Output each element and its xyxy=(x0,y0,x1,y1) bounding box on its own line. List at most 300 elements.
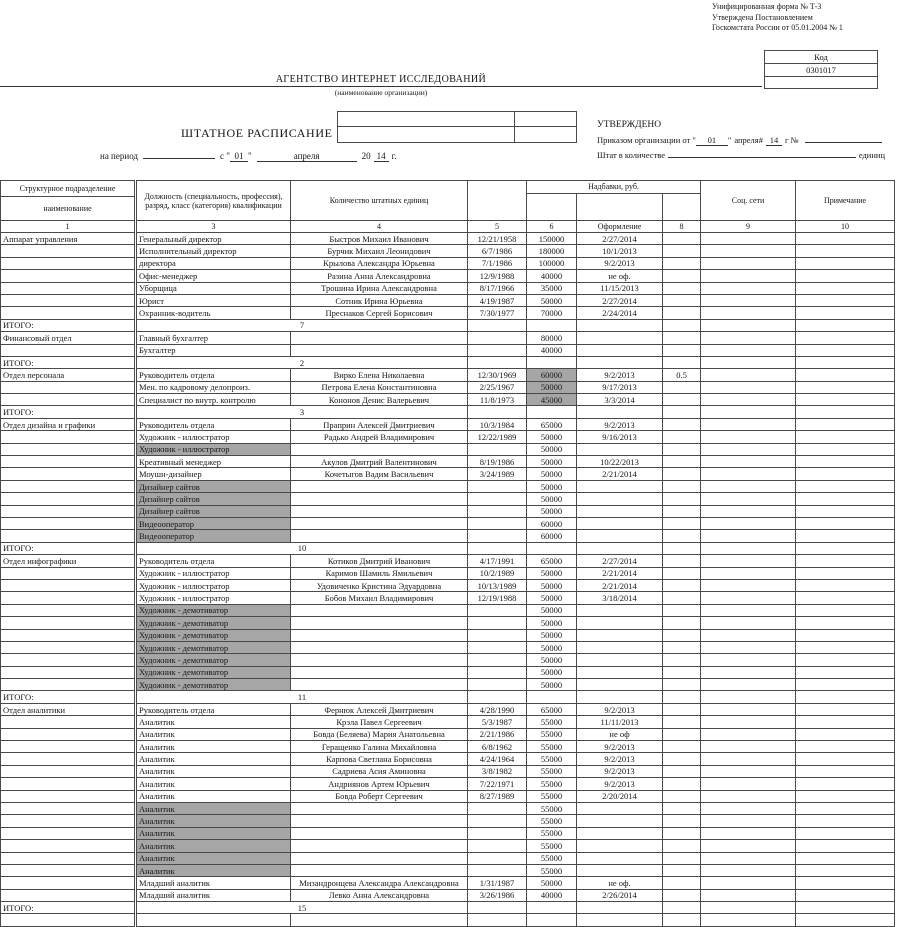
title-box xyxy=(337,111,577,143)
birthdate-cell: 2/25/1967 xyxy=(468,381,527,393)
birthdate-cell xyxy=(468,319,527,331)
birthdate-cell: 7/30/1977 xyxy=(468,307,527,319)
col-number-9: 9 xyxy=(701,221,796,233)
name-cell xyxy=(291,530,468,542)
birthdate-cell xyxy=(468,840,527,852)
note-cell xyxy=(796,394,895,406)
position-cell: Креативный менеджер xyxy=(136,456,291,468)
note-cell xyxy=(796,406,895,418)
dept-cell xyxy=(1,765,136,777)
birthdate-cell: 8/17/1966 xyxy=(468,282,527,294)
table-row xyxy=(1,369,895,381)
note-cell xyxy=(796,555,895,567)
note-cell xyxy=(796,691,895,703)
social-cell xyxy=(701,517,796,529)
rate-cell xyxy=(663,728,701,740)
birthdate-cell xyxy=(468,530,527,542)
table-row xyxy=(1,394,895,406)
form-line-2: Утверждена Постановлением xyxy=(712,12,813,22)
birthdate-cell xyxy=(468,542,527,554)
name-cell: Кононов Денис Валерьевич xyxy=(291,394,468,406)
salary-cell: 50000 xyxy=(527,604,577,616)
note-cell xyxy=(796,480,895,492)
name-cell xyxy=(291,505,468,517)
period-year: 14 xyxy=(374,151,389,162)
name-cell: Быстров Михаил Иванович xyxy=(291,233,468,245)
table-row xyxy=(1,493,895,505)
salary-cell: 60000 xyxy=(527,517,577,529)
social-cell xyxy=(701,864,796,876)
position-cell: Аналитик xyxy=(136,778,291,790)
position-cell: Аналитик xyxy=(136,728,291,740)
dept-cell xyxy=(1,567,136,579)
note-cell xyxy=(796,418,895,430)
name-cell: Андриянов Артем Юрьевич xyxy=(291,778,468,790)
birthdate-cell: 12/9/1988 xyxy=(468,270,527,282)
table-row xyxy=(1,443,895,455)
rate-cell xyxy=(663,257,701,269)
salary-cell: 65000 xyxy=(527,418,577,430)
salary-cell: 50000 xyxy=(527,456,577,468)
rate-cell xyxy=(663,245,701,257)
note-cell xyxy=(796,567,895,579)
position-cell: Бухгалтер xyxy=(136,344,291,356)
organization-name: АГЕНТСТВО ИНТЕРНЕТ ИССЛЕДОВАНИЙ xyxy=(0,74,762,87)
note-cell xyxy=(796,864,895,876)
social-cell xyxy=(701,542,796,554)
registration-cell: 2/27/2014 xyxy=(577,555,663,567)
registration-cell: 2/20/2014 xyxy=(577,790,663,802)
period-line xyxy=(100,151,397,162)
registration-cell xyxy=(577,815,663,827)
section-total-row xyxy=(1,406,895,418)
note-cell xyxy=(796,530,895,542)
social-cell xyxy=(701,344,796,356)
birthdate-cell: 4/28/1990 xyxy=(468,703,527,715)
birthdate-cell: 8/19/1986 xyxy=(468,456,527,468)
table-row xyxy=(1,517,895,529)
note-cell xyxy=(796,356,895,368)
salary-cell: 50000 xyxy=(527,493,577,505)
table-row xyxy=(1,530,895,542)
birthdate-cell xyxy=(468,344,527,356)
rate-cell xyxy=(663,679,701,691)
social-cell xyxy=(701,617,796,629)
registration-cell xyxy=(577,542,663,554)
salary-cell: 55000 xyxy=(527,802,577,814)
dept-cell xyxy=(1,654,136,666)
table-row xyxy=(1,815,895,827)
birthdate-cell: 8/27/1989 xyxy=(468,790,527,802)
position-cell: Аналитик xyxy=(136,790,291,802)
table-row xyxy=(1,679,895,691)
social-cell xyxy=(701,270,796,282)
salary-cell: 50000 xyxy=(527,294,577,306)
social-cell xyxy=(701,418,796,430)
rate-cell xyxy=(663,468,701,480)
registration-cell: 9/2/2013 xyxy=(577,257,663,269)
birthdate-cell: 3/8/1982 xyxy=(468,765,527,777)
registration-cell xyxy=(577,443,663,455)
note-cell xyxy=(796,282,895,294)
header-note: Примечание xyxy=(796,181,895,221)
birthdate-cell xyxy=(468,679,527,691)
code-box xyxy=(764,50,878,89)
dept-cell xyxy=(1,778,136,790)
name-cell xyxy=(291,604,468,616)
rate-cell xyxy=(663,456,701,468)
birthdate-cell: 10/2/1989 xyxy=(468,567,527,579)
birthdate-cell xyxy=(468,493,527,505)
birthdate-cell xyxy=(468,914,527,926)
social-cell xyxy=(701,394,796,406)
name-cell xyxy=(291,480,468,492)
registration-cell: не оф. xyxy=(577,877,663,889)
dept-cell xyxy=(1,456,136,468)
col-number-6: 6 xyxy=(527,221,577,233)
approved-label: УТВЕРЖДЕНО xyxy=(597,120,662,130)
dept-cell xyxy=(1,877,136,889)
dept-cell: Отдел инфографики xyxy=(1,555,136,567)
name-cell: Петрова Елена Константиновна xyxy=(291,381,468,393)
salary-cell xyxy=(527,356,577,368)
note-cell xyxy=(796,332,895,344)
note-cell xyxy=(796,654,895,666)
table-row xyxy=(1,604,895,616)
dept-cell xyxy=(1,468,136,480)
birthdate-cell: 12/21/1958 xyxy=(468,233,527,245)
salary-cell: 50000 xyxy=(527,579,577,591)
name-cell xyxy=(291,344,468,356)
rate-cell xyxy=(663,666,701,678)
staffing-table xyxy=(0,180,895,927)
registration-cell xyxy=(577,356,663,368)
social-cell xyxy=(701,728,796,740)
col-number-10: 10 xyxy=(796,221,895,233)
registration-cell xyxy=(577,654,663,666)
salary-cell: 40000 xyxy=(527,270,577,282)
total-count-cell: 7 xyxy=(136,319,468,331)
dept-cell xyxy=(1,282,136,294)
birthdate-cell xyxy=(468,666,527,678)
birthdate-cell xyxy=(468,629,527,641)
social-cell xyxy=(701,592,796,604)
registration-cell: 3/18/2014 xyxy=(577,592,663,604)
position-cell: Аналитик xyxy=(136,827,291,839)
position-cell: Моушн-дизайнер xyxy=(136,468,291,480)
salary-cell: 50000 xyxy=(527,641,577,653)
dept-cell: Отдел персонала xyxy=(1,369,136,381)
rate-cell xyxy=(663,344,701,356)
form-legal-block xyxy=(712,2,843,34)
table-row xyxy=(1,728,895,740)
table-row xyxy=(1,307,895,319)
col-number-1: 1 xyxy=(1,221,136,233)
total-label-cell: ИТОГО: xyxy=(1,542,136,554)
name-cell xyxy=(291,827,468,839)
period-day: 01 xyxy=(230,151,248,162)
registration-cell: 9/2/2013 xyxy=(577,741,663,753)
dept-cell xyxy=(1,728,136,740)
table-row xyxy=(1,233,895,245)
rate-cell xyxy=(663,319,701,331)
note-cell xyxy=(796,579,895,591)
total-label-cell: ИТОГО: xyxy=(1,902,136,914)
table-row xyxy=(1,456,895,468)
rate-cell xyxy=(663,864,701,876)
name-cell: Карпова Светлана Борисовна xyxy=(291,753,468,765)
name-cell: Бовда (Беляева) Мария Анатольевна xyxy=(291,728,468,740)
social-cell xyxy=(701,765,796,777)
note-cell xyxy=(796,431,895,443)
salary-cell: 50000 xyxy=(527,480,577,492)
position-cell: Художник - иллюстратор xyxy=(136,443,291,455)
table-row xyxy=(1,282,895,294)
birthdate-cell: 12/19/1988 xyxy=(468,592,527,604)
salary-cell: 45000 xyxy=(527,394,577,406)
name-cell: Садриева Асия Аминовна xyxy=(291,765,468,777)
period-from: с " xyxy=(220,151,230,161)
salary-cell: 50000 xyxy=(527,877,577,889)
note-cell xyxy=(796,827,895,839)
dept-cell xyxy=(1,827,136,839)
note-cell xyxy=(796,294,895,306)
note-cell xyxy=(796,542,895,554)
registration-cell: 9/2/2013 xyxy=(577,369,663,381)
salary-cell: 50000 xyxy=(527,443,577,455)
registration-cell: не оф xyxy=(577,728,663,740)
table-row xyxy=(1,654,895,666)
col-number-8: 8 xyxy=(663,221,701,233)
birthdate-cell: 3/26/1986 xyxy=(468,889,527,901)
registration-cell xyxy=(577,802,663,814)
table-row xyxy=(1,592,895,604)
registration-cell: 9/17/2013 xyxy=(577,381,663,393)
code-empty-cell xyxy=(765,77,877,88)
social-cell xyxy=(701,666,796,678)
registration-cell: 3/3/2014 xyxy=(577,394,663,406)
position-cell: Аналитик xyxy=(136,802,291,814)
header-bonus-subcells xyxy=(527,194,700,220)
note-cell xyxy=(796,344,895,356)
position-cell: Художник - иллюстратор xyxy=(136,579,291,591)
salary-cell: 55000 xyxy=(527,790,577,802)
total-label-cell: ИТОГО: xyxy=(1,406,136,418)
header-bonus-sub-3 xyxy=(663,194,700,220)
note-cell xyxy=(796,703,895,715)
name-cell: Левко Анна Александровна xyxy=(291,889,468,901)
birthdate-cell xyxy=(468,827,527,839)
rate-cell xyxy=(663,530,701,542)
position-cell: Художник - демотиватор xyxy=(136,617,291,629)
rate-cell xyxy=(663,505,701,517)
dept-cell xyxy=(1,641,136,653)
dept-cell xyxy=(1,666,136,678)
registration-cell xyxy=(577,319,663,331)
code-label: Код xyxy=(765,51,877,64)
note-cell xyxy=(796,233,895,245)
social-cell xyxy=(701,889,796,901)
name-cell xyxy=(291,914,468,926)
name-cell xyxy=(291,654,468,666)
name-cell: Преснаков Сергей Борисович xyxy=(291,307,468,319)
name-cell: Удовиченко Кристина Эдуардовна xyxy=(291,579,468,591)
table-header-row xyxy=(1,181,895,221)
birthdate-cell xyxy=(468,691,527,703)
rate-cell xyxy=(663,902,701,914)
registration-cell: 10/1/2013 xyxy=(577,245,663,257)
position-cell: Руководитель отдела xyxy=(136,555,291,567)
salary-cell xyxy=(527,542,577,554)
table-row xyxy=(1,852,895,864)
staff-count-blank xyxy=(668,148,856,158)
dept-cell xyxy=(1,517,136,529)
position-cell: Дизайнер сайтов xyxy=(136,505,291,517)
table-row xyxy=(1,468,895,480)
table-row xyxy=(1,567,895,579)
table-row xyxy=(1,431,895,443)
birthdate-cell: 5/3/1987 xyxy=(468,716,527,728)
name-cell: Фернюк Алексей Дмитриевич xyxy=(291,703,468,715)
position-cell: Руководитель отдела xyxy=(136,369,291,381)
rate-cell xyxy=(663,852,701,864)
position-cell: Аналитик xyxy=(136,753,291,765)
table-row xyxy=(1,864,895,876)
social-cell xyxy=(701,480,796,492)
position-cell: директора xyxy=(136,257,291,269)
social-cell xyxy=(701,456,796,468)
birthdate-cell: 4/19/1987 xyxy=(468,294,527,306)
salary-cell: 40000 xyxy=(527,344,577,356)
name-cell: Кочетыгов Вадим Васильевич xyxy=(291,468,468,480)
page-title: ШТАТНОЕ РАСПИСАНИЕ xyxy=(181,126,333,140)
table-row xyxy=(1,716,895,728)
period-label: на период xyxy=(100,151,139,161)
rate-cell xyxy=(663,394,701,406)
position-cell: Аналитик xyxy=(136,716,291,728)
period-month: апреля xyxy=(257,151,357,162)
note-cell xyxy=(796,245,895,257)
salary-cell: 55000 xyxy=(527,741,577,753)
social-cell xyxy=(701,356,796,368)
registration-cell xyxy=(577,604,663,616)
note-cell xyxy=(796,517,895,529)
rate-cell xyxy=(663,406,701,418)
order-day: 01 xyxy=(696,135,728,146)
salary-cell: 80000 xyxy=(527,332,577,344)
rate-cell xyxy=(663,332,701,344)
birthdate-cell: 6/7/1986 xyxy=(468,245,527,257)
registration-cell: 11/11/2013 xyxy=(577,716,663,728)
dept-cell xyxy=(1,294,136,306)
rate-cell xyxy=(663,579,701,591)
registration-cell: 2/27/2014 xyxy=(577,233,663,245)
period-century: 20 xyxy=(361,151,371,161)
salary-cell: 70000 xyxy=(527,307,577,319)
social-cell xyxy=(701,641,796,653)
social-cell xyxy=(701,902,796,914)
birthdate-cell: 7/1/1986 xyxy=(468,257,527,269)
registration-cell: 2/26/2014 xyxy=(577,889,663,901)
order-suffix: г № xyxy=(784,135,799,145)
registration-cell xyxy=(577,666,663,678)
col-number-5: 5 xyxy=(468,221,527,233)
approved-block xyxy=(597,120,885,160)
name-cell xyxy=(291,629,468,641)
social-cell xyxy=(701,815,796,827)
header-bonus-group xyxy=(527,181,701,221)
birthdate-cell xyxy=(468,517,527,529)
order-quote: " xyxy=(727,135,732,145)
registration-cell xyxy=(577,344,663,356)
dept-cell xyxy=(1,741,136,753)
dept-cell xyxy=(1,270,136,282)
registration-cell: 11/15/2013 xyxy=(577,282,663,294)
note-cell xyxy=(796,443,895,455)
salary-cell: 55000 xyxy=(527,827,577,839)
social-cell xyxy=(701,381,796,393)
total-count-cell: 2 xyxy=(136,356,468,368)
salary-cell: 50000 xyxy=(527,666,577,678)
registration-cell xyxy=(577,641,663,653)
name-cell xyxy=(291,332,468,344)
note-cell xyxy=(796,815,895,827)
social-cell xyxy=(701,245,796,257)
social-cell xyxy=(701,282,796,294)
table-row xyxy=(1,505,895,517)
salary-cell: 150000 xyxy=(527,233,577,245)
registration-cell xyxy=(577,840,663,852)
salary-cell: 55000 xyxy=(527,728,577,740)
rate-cell xyxy=(663,778,701,790)
note-cell xyxy=(796,716,895,728)
registration-cell: не оф. xyxy=(577,270,663,282)
position-cell: Художник - иллюстратор xyxy=(136,567,291,579)
birthdate-cell xyxy=(468,641,527,653)
note-cell xyxy=(796,840,895,852)
name-cell xyxy=(291,517,468,529)
salary-cell: 50000 xyxy=(527,679,577,691)
position-cell: Аналитик xyxy=(136,815,291,827)
table-row xyxy=(1,840,895,852)
position-cell: Младший аналитик xyxy=(136,877,291,889)
salary-cell: 65000 xyxy=(527,703,577,715)
rate-cell xyxy=(663,877,701,889)
note-cell xyxy=(796,369,895,381)
rate-cell xyxy=(663,493,701,505)
table-row xyxy=(1,381,895,393)
birthdate-cell xyxy=(468,604,527,616)
staff-count-label: Штат в количестве xyxy=(597,150,666,160)
name-cell xyxy=(291,666,468,678)
position-cell: Художник - демотиватор xyxy=(136,629,291,641)
salary-cell: 35000 xyxy=(527,282,577,294)
section-total-row xyxy=(1,691,895,703)
dept-cell xyxy=(1,864,136,876)
social-cell xyxy=(701,406,796,418)
birthdate-cell xyxy=(468,654,527,666)
table-row xyxy=(1,641,895,653)
name-cell: Геращенко Галина Михайловна xyxy=(291,741,468,753)
birthdate-cell: 4/24/1964 xyxy=(468,753,527,765)
dept-cell: Отдел аналитики xyxy=(1,703,136,715)
salary-cell: 180000 xyxy=(527,245,577,257)
social-cell xyxy=(701,468,796,480)
note-cell xyxy=(796,257,895,269)
name-cell xyxy=(291,815,468,827)
name-cell xyxy=(291,852,468,864)
salary-cell: 55000 xyxy=(527,852,577,864)
